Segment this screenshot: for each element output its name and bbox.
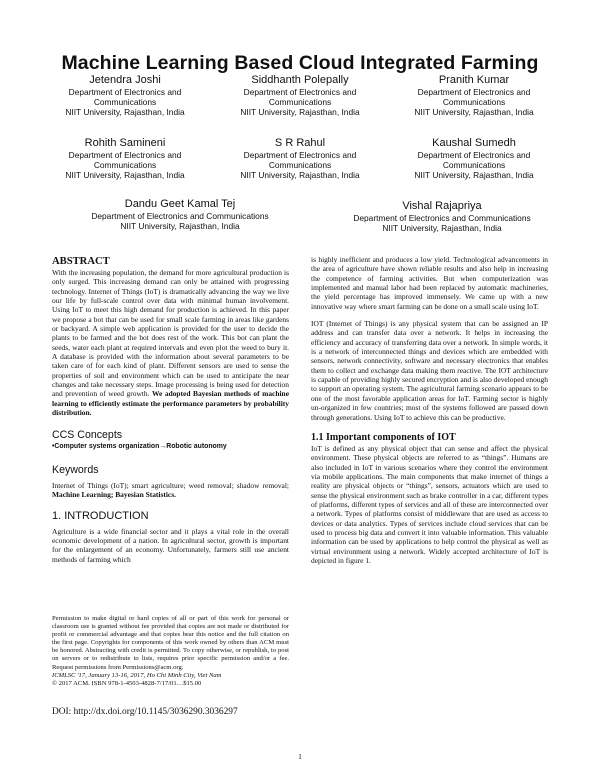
author-block (389, 136, 559, 180)
author-name: Kaushal Sumedh (432, 137, 516, 149)
author-block (40, 136, 210, 180)
author-department: Department of Electronics and (68, 87, 182, 97)
ccs-heading: CCS Concepts (52, 428, 123, 441)
author-name: S R Rahul (274, 137, 326, 149)
author-affiliation: NIIT University, Rajasthan, India (414, 170, 534, 180)
author-affiliation: NIIT University, Rajasthan, India (240, 107, 360, 117)
author-name: Pranith Kumar (438, 74, 510, 86)
section-1-1-text: IoT is defined as any physical object that can sense and affect the physical environment. These physical objects are referred to as “things”. Humans are also included in IoT in various scenarios where they control the environment via mobile applications. The main components that make internet of things a reality are physical objects or “things”, sensors, actuators which are used to sense the physical environment such as brake controller in a car, different types of platforms, different types of services and all of these are interconnected over a network. Types of platforms consist of middleware that are used as access to devices or data analytics. Types of services include cloud services that can be used to process big data and convert it into valuable information. This valuable information can be used by applications to help control the physical as well as virtual environment using a network. Widely accepted architecture of IoT is depicted in figure 1. (311, 443, 548, 565)
author-affiliation: NIIT University, Rajasthan, India (240, 170, 360, 180)
abstract-heading: ABSTRACT (52, 256, 110, 267)
author-affiliation: NIIT University, Rajasthan, India (65, 170, 185, 180)
right-paragraph-1: is highly inefficient and produces a low yield. Technological advancements in the area of agriculture have shown reliable results and also help in increasing the competence of farming activities. But when computerization was implemented and manual labor had been replaced by automatic machineries, the yield percentage has improved immensely. We came up with a new innovative way where smart farming can be done on a small scale using IoT. (311, 255, 548, 311)
permission-text: Permission to make digital or hard copies of all or part of this work for personal or classroom use is granted without fee provided that copies are not made or distributed for profit or commercial advantage and that copies bear this notice and the full citation on the first page. Copyrights for components of this work owned by others than ACM must be honored. Abstracting with credit is permitted. To copy otherwise, or republish, to post on servers or to redistribute to lists, requires prior specific permission and/or a fee. Request permissions from Permissions@acm.org. (52, 615, 289, 671)
left-column (52, 255, 289, 564)
ccs-concepts: •Computer systems organization→Robotic autonomy (52, 442, 227, 450)
conference-info: ICMLSC '17, January 13-16, 2017, Ho Chi Minh City, Viet Nam (52, 671, 222, 679)
author-department: Department of Electronics and (417, 87, 531, 97)
author-affiliation: NIIT University, Rajasthan, India (414, 107, 534, 117)
author-name: Rohith Samineni (84, 137, 166, 149)
abstract-bold-text: We adopted Bayesian methods of machine learning to efficiently estimate the performance parameters by probability distribution. (52, 389, 289, 418)
author-name: Siddhanth Polepally (251, 74, 349, 86)
author-block (215, 73, 385, 117)
keywords-heading: Keywords (52, 463, 99, 476)
abstract-body (52, 268, 289, 418)
author-department-cont: Communications (93, 160, 157, 170)
right-paragraph-2: IOT (Internet of Things) is any physical system that can be assigned an IP address and can transfer data over a network. It helps in increasing the efficiency and accuracy of transferring data over a network. In simple words, it is a network of interconnected things and devices which are embedded with sensors, network connectivity, software and necessary electronics that enables them to collect and exchange data making them reactive. The IOT architecture is capable of providing highly secured encryption and is also developed enough to support an operating system. The agricultural farming scenario appears to be one of the most favorable application areas for IoT. Farming sector is highly un-organized in few countries; most of the systems followed are passed down through generations. Using IoT to achieve this can be productive. (311, 319, 548, 422)
author-block (40, 73, 210, 117)
right-column (311, 255, 548, 565)
author-name: Jetendra Joshi (89, 74, 161, 86)
author-affiliation: NIIT University, Rajasthan, India (120, 221, 240, 231)
keywords-bold-text: Machine Learning; Bayesian Statistics. (52, 490, 176, 500)
author-block (215, 136, 385, 180)
author-department: Department of Electronics and Communications (91, 211, 269, 221)
copyright-info: © 2017 ACM. ISBN 978-1-4503-4828-7/17/01…$15.00 (52, 679, 202, 687)
author-affiliation: NIIT University, Rajasthan, India (382, 223, 502, 233)
author-department: Department of Electronics and (243, 87, 357, 97)
author-department: Department of Electronics and Communications (353, 213, 531, 223)
author-block (60, 197, 300, 231)
author-block (322, 199, 562, 233)
author-department-cont: Communications (93, 97, 157, 107)
author-department-cont: Communications (268, 160, 332, 170)
permission-notice (52, 615, 289, 688)
author-affiliation: NIIT University, Rajasthan, India (65, 107, 185, 117)
keywords-text: Internet of Things (IoT); smart agriculture; weed removal; shadow removal; (52, 480, 289, 490)
keywords-body (52, 481, 289, 500)
author-department-cont: Communications (442, 97, 506, 107)
author-name: Vishal Rajapriya (402, 200, 482, 212)
author-department: Department of Electronics and (417, 150, 531, 160)
doi-link[interactable]: DOI: http://dx.doi.org/10.1145/3036290.3036297 (52, 707, 238, 717)
author-name: Dandu Geet Kamal Tej (124, 198, 236, 210)
author-block (389, 73, 559, 117)
author-department: Department of Electronics and (68, 150, 182, 160)
author-department: Department of Electronics and (243, 150, 357, 160)
author-department-cont: Communications (442, 160, 506, 170)
introduction-heading: 1. INTRODUCTION (52, 509, 149, 522)
abstract-text: With the increasing population, the demand for more agricultural production is only surged. This increasing demand can only be attained with progressing technology. Internet of Things (IoT) is dramatically advancing the way we live our life by full-scale control over data with minimal human involvement. Using IoT to meet this high demand for production is achieved. In this paper we propose a bot that can be used for small scale farming in areas like gardens or backyard. A simple web application is provided for the user to decide the plants to be farmed and the bot does rest of the work. This bot can plant the seeds, water each plant at required intervals and even plot the weed to bury it. A database is provided with the information about several parameters to be taken care of for each kind of plant. Different sensors are used to sense the properties of soil and environment which can be used to anticipate the near changes and take necessary steps. Image processing is being used for detection and prevention of weed growth. (52, 268, 289, 399)
author-department-cont: Communications (268, 97, 332, 107)
page-number: 1 (298, 752, 302, 761)
paper-title: Machine Learning Based Cloud Integrated Farming (61, 52, 539, 74)
section-1-1-heading: 1.1 Important components of IOT (311, 431, 456, 443)
introduction-text: Agriculture is a wide financial sector and it plays a vital role in the overall economic development of a nation. In agricultural sector, growth is important for the enlargement of an economy. Unfortunately, farmers still use ancient methods of farming which (52, 526, 289, 564)
